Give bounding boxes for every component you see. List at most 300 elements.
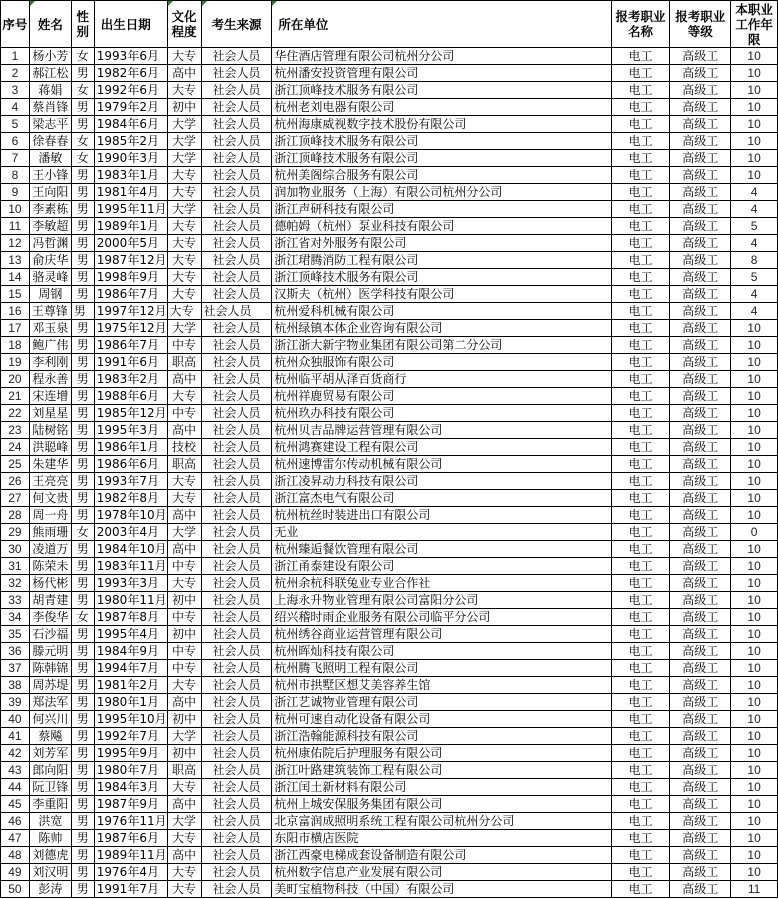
cell-years: 10 [731,796,778,813]
cell-unit: 浙江浙大新宇物业集团有限公司第二分公司 [272,337,611,354]
cell-level: 高级工 [670,728,731,745]
cell-birth: 1981年2月 [94,677,167,694]
cell-no: 22 [1,405,30,422]
cell-no: 9 [1,184,30,201]
cell-no: 49 [1,864,30,881]
cell-no: 6 [1,133,30,150]
cell-years: 10 [731,677,778,694]
cell-gender: 男 [71,235,94,252]
cell-unit: 浙江省对外服务有限公司 [272,235,611,252]
cell-edu: 大专 [167,269,201,286]
cell-edu: 技校 [167,439,201,456]
cell-edu: 高中 [167,422,201,439]
cell-gender: 男 [71,864,94,881]
header-birth: 出生日期 [94,1,167,48]
table-row [1,473,778,490]
cell-level: 高级工 [670,779,731,796]
cell-edu: 大学 [167,133,201,150]
cell-years: 10 [731,439,778,456]
cell-edu: 大学 [167,320,201,337]
cell-unit: 杭州速博雷尔传动机械有限公司 [272,456,611,473]
cell-name: 刘芳军 [29,745,71,762]
cell-level: 高级工 [670,813,731,830]
cell-years: 10 [731,48,778,65]
cell-birth: 1986年7月 [94,286,167,303]
cell-edu: 中专 [167,337,201,354]
cell-edu: 初中 [167,745,201,762]
cell-no: 50 [1,881,30,898]
cell-level: 高级工 [670,660,731,677]
cell-edu: 大专 [167,575,201,592]
cell-edu: 大专 [167,252,201,269]
cell-years: 10 [731,354,778,371]
cell-source: 社会人员 [201,541,272,558]
table-row [1,490,778,507]
cell-years: 10 [731,320,778,337]
cell-job: 电工 [611,762,670,779]
table-row [1,626,778,643]
cell-source: 社会人员 [201,116,272,133]
cell-edu: 高中 [167,847,201,864]
cell-no: 36 [1,643,30,660]
cell-edu: 初中 [167,626,201,643]
cell-unit: 上海永升物业管理有限公司富阳分公司 [272,592,611,609]
cell-birth: 1991年7月 [94,881,167,898]
cell-job: 电工 [611,626,670,643]
cell-gender: 男 [71,473,94,490]
cell-source: 社会人员 [201,524,272,541]
cell-unit: 杭州上城安保服务集团有限公司 [272,796,611,813]
cell-edu: 大专 [167,48,201,65]
cell-level: 高级工 [670,218,731,235]
cell-name: 宋连增 [29,388,71,405]
cell-gender: 男 [71,218,94,235]
table-row [1,303,778,320]
cell-level: 高级工 [670,592,731,609]
cell-no: 15 [1,286,30,303]
cell-unit: 东阳市横店医院 [272,830,611,847]
cell-job: 电工 [611,490,670,507]
cell-no: 3 [1,82,30,99]
cell-edu: 大专 [167,779,201,796]
cell-level: 高级工 [670,422,731,439]
cell-no: 48 [1,847,30,864]
cell-years: 10 [731,609,778,626]
table-row [1,728,778,745]
cell-source: 社会人员 [201,660,272,677]
table-row [1,422,778,439]
cell-years: 10 [731,779,778,796]
cell-unit: 杭州余杭科联兔业专业合作社 [272,575,611,592]
cell-edu: 中专 [167,609,201,626]
cell-name: 周苏堤 [29,677,71,694]
cell-name: 潘敏 [29,150,71,167]
cell-birth: 1984年6月 [94,116,167,133]
cell-job: 电工 [611,864,670,881]
cell-unit: 浙江顶峰技术服务有限公司 [272,82,611,99]
cell-edu: 大学 [167,728,201,745]
cell-level: 高级工 [670,48,731,65]
cell-years: 10 [731,830,778,847]
cell-name: 梁志平 [29,116,71,133]
cell-edu: 大学 [167,150,201,167]
cell-unit: 绍兴稽时雨企业服务有限公司临平分公司 [272,609,611,626]
cell-level: 高级工 [670,303,731,320]
cell-no: 32 [1,575,30,592]
table-row [1,133,778,150]
cell-years: 4 [731,286,778,303]
table-row [1,592,778,609]
cell-source: 社会人员 [201,82,272,99]
table-row [1,881,778,898]
table-row [1,677,778,694]
cell-edu: 大专 [167,388,201,405]
cell-name: 刘星星 [29,405,71,422]
cell-birth: 1979年2月 [94,99,167,116]
cell-unit: 杭州众独服饰有限公司 [272,354,611,371]
cell-gender: 女 [71,133,94,150]
cell-level: 高级工 [670,575,731,592]
cell-gender: 男 [71,99,94,116]
cell-source: 社会人员 [201,813,272,830]
cell-unit: 浙江顶峰技术服务有限公司 [272,150,611,167]
cell-gender: 男 [71,252,94,269]
cell-unit: 浙江甬泰建设有限公司 [272,558,611,575]
cell-name: 蔡肖锋 [29,99,71,116]
cell-source: 社会人员 [201,745,272,762]
cell-name: 李重阳 [29,796,71,813]
table-row [1,405,778,422]
cell-job: 电工 [611,201,670,218]
cell-no: 5 [1,116,30,133]
cell-name: 洪聪峰 [29,439,71,456]
cell-no: 20 [1,371,30,388]
header-years: 本职业工作年限 [731,1,778,48]
cell-job: 电工 [611,609,670,626]
cell-edu: 职高 [167,354,201,371]
cell-unit: 杭州康佑院后护理服务有限公司 [272,745,611,762]
cell-name: 徐春春 [29,133,71,150]
cell-job: 电工 [611,575,670,592]
cell-gender: 男 [71,167,94,184]
cell-edu: 职高 [167,762,201,779]
cell-no: 42 [1,745,30,762]
header-job: 报考职业名称 [611,1,670,48]
cell-birth: 1991年6月 [94,354,167,371]
cell-years: 4 [731,235,778,252]
cell-birth: 1993年3月 [94,575,167,592]
header-edu [167,1,201,48]
cell-no: 31 [1,558,30,575]
header-gender: 性别 [71,1,94,48]
cell-birth: 1998年9月 [94,269,167,286]
cell-level: 高级工 [670,65,731,82]
cell-edu: 大专 [167,864,201,881]
cell-unit: 杭州临平胡从泽百货商行 [272,371,611,388]
cell-gender: 男 [71,728,94,745]
cell-unit: 德帕姆（杭州）泵业科技有限公司 [272,218,611,235]
table-row [1,847,778,864]
cell-job: 电工 [611,150,670,167]
cell-job: 电工 [611,796,670,813]
cell-job: 电工 [611,252,670,269]
cell-edu: 高中 [167,371,201,388]
cell-source: 社会人员 [201,337,272,354]
cell-name: 凌道万 [29,541,71,558]
cell-job: 电工 [611,558,670,575]
cell-no: 44 [1,779,30,796]
cell-years: 10 [731,711,778,728]
cell-no: 39 [1,694,30,711]
cell-edu: 高中 [167,796,201,813]
cell-source: 社会人员 [201,167,272,184]
cell-level: 高级工 [670,456,731,473]
cell-level: 高级工 [670,626,731,643]
cell-job: 电工 [611,507,670,524]
cell-no: 13 [1,252,30,269]
cell-gender: 男 [71,558,94,575]
header-name-label: 姓名 [37,16,63,32]
cell-level: 高级工 [670,388,731,405]
cell-edu: 职高 [167,456,201,473]
table-row [1,167,778,184]
cell-birth: 1983年1月 [94,167,167,184]
cell-name: 郑法军 [29,694,71,711]
cell-edu: 大专 [167,235,201,252]
cell-birth: 1982年6月 [94,65,167,82]
cell-birth: 1980年7月 [94,762,167,779]
cell-gender: 男 [71,422,94,439]
cell-level: 高级工 [670,439,731,456]
cell-edu: 初中 [167,592,201,609]
table-row [1,864,778,881]
cell-name: 朱建华 [29,456,71,473]
cell-job: 电工 [611,65,670,82]
cell-job: 电工 [611,779,670,796]
cell-birth: 1986年7月 [94,337,167,354]
cell-level: 高级工 [670,286,731,303]
cell-source: 社会人员 [201,796,272,813]
cell-source: 社会人员 [201,728,272,745]
table-row [1,711,778,728]
table-row [1,830,778,847]
cell-no: 46 [1,813,30,830]
table-row [1,558,778,575]
cell-job: 电工 [611,677,670,694]
cell-edu: 中专 [167,643,201,660]
cell-no: 19 [1,354,30,371]
cell-job: 电工 [611,371,670,388]
table-body [1,48,778,898]
cell-unit: 杭州鸿赛建设工程有限公司 [272,439,611,456]
cell-no: 17 [1,320,30,337]
cell-unit: 浙江闰土新材料有限公司 [272,779,611,796]
cell-years: 10 [731,388,778,405]
cell-job: 电工 [611,728,670,745]
cell-job: 电工 [611,643,670,660]
cell-no: 37 [1,660,30,677]
cell-unit: 浙江富杰电气有限公司 [272,490,611,507]
cell-birth: 1989年1月 [94,218,167,235]
cell-name: 石沙福 [29,626,71,643]
cell-gender: 男 [71,847,94,864]
cell-name: 李利刚 [29,354,71,371]
cell-birth: 1988年6月 [94,388,167,405]
cell-source: 社会人员 [201,847,272,864]
cell-edu: 大学 [167,116,201,133]
cell-unit: 杭州爱科机械有限公司 [272,303,611,320]
cell-birth: 1984年3月 [94,779,167,796]
cell-no: 11 [1,218,30,235]
cell-edu: 大专 [167,82,201,99]
cell-no: 28 [1,507,30,524]
cell-source: 社会人员 [201,558,272,575]
cell-gender: 男 [71,337,94,354]
cell-edu: 大专 [167,286,201,303]
cell-gender: 女 [71,150,94,167]
cell-birth: 1997年12月 [94,303,167,320]
cell-gender: 女 [71,48,94,65]
cell-level: 高级工 [670,252,731,269]
cell-level: 高级工 [670,558,731,575]
cell-years: 10 [731,728,778,745]
cell-name: 蔡飚 [29,728,71,745]
cell-name: 骆灵峰 [29,269,71,286]
cell-job: 电工 [611,48,670,65]
cell-unit: 杭州数字信息产业发展有限公司 [272,864,611,881]
cell-source: 社会人员 [201,830,272,847]
cell-unit: 润加物业服务（上海）有限公司杭州分公司 [272,184,611,201]
cell-job: 电工 [611,337,670,354]
cell-level: 高级工 [670,337,731,354]
cell-gender: 男 [71,184,94,201]
cell-years: 10 [731,133,778,150]
cell-name: 邓玉泉 [29,320,71,337]
cell-name: 王向阳 [29,184,71,201]
cell-no: 25 [1,456,30,473]
cell-job: 电工 [611,524,670,541]
table-row [1,371,778,388]
cell-name: 周钢 [29,286,71,303]
cell-birth: 1976年11月 [94,813,167,830]
cell-gender: 男 [71,116,94,133]
cell-birth: 1990年3月 [94,150,167,167]
table-row [1,609,778,626]
cell-years: 10 [731,762,778,779]
cell-level: 高级工 [670,677,731,694]
table-row [1,796,778,813]
cell-unit: 杭州绣谷商业运营管理有限公司 [272,626,611,643]
cell-source: 社会人员 [201,201,272,218]
cell-birth: 1978年10月 [94,507,167,524]
cell-years: 10 [731,150,778,167]
cell-name: 何文贵 [29,490,71,507]
header-row [1,1,778,48]
cell-name: 周一舟 [29,507,71,524]
cell-source: 社会人员 [201,456,272,473]
cell-birth: 1985年2月 [94,133,167,150]
cell-no: 12 [1,235,30,252]
cell-job: 电工 [611,184,670,201]
cell-birth: 1983年2月 [94,371,167,388]
cell-job: 电工 [611,133,670,150]
cell-level: 高级工 [670,473,731,490]
cell-birth: 1989年11月 [94,847,167,864]
cell-edu: 初中 [167,711,201,728]
header-unit-label: 所在单位 [278,16,329,32]
cell-years: 10 [731,660,778,677]
cell-no: 38 [1,677,30,694]
cell-unit: 杭州市拱墅区想艾美容养生馆 [272,677,611,694]
table-row [1,694,778,711]
cell-gender: 男 [71,269,94,286]
cell-gender: 男 [71,371,94,388]
cell-gender: 女 [71,609,94,626]
cell-level: 高级工 [670,643,731,660]
table-row [1,524,778,541]
cell-gender: 男 [71,813,94,830]
cell-gender: 男 [71,881,94,898]
cell-job: 电工 [611,456,670,473]
cell-birth: 1994年7月 [94,660,167,677]
cell-years: 8 [731,252,778,269]
cell-gender: 男 [71,711,94,728]
cell-unit: 杭州晖灿科技有限公司 [272,643,611,660]
cell-name: 陈韩锦 [29,660,71,677]
cell-years: 10 [731,337,778,354]
cell-level: 高级工 [670,269,731,286]
cell-name: 程永善 [29,371,71,388]
cell-unit: 浙江叶路建筑装饰工程有限公司 [272,762,611,779]
cell-source: 社会人员 [201,422,272,439]
cell-job: 电工 [611,541,670,558]
cell-gender: 男 [71,65,94,82]
cell-birth: 1987年8月 [94,609,167,626]
cell-birth: 1987年6月 [94,830,167,847]
cell-level: 高级工 [670,711,731,728]
cell-source: 社会人员 [201,235,272,252]
cell-job: 电工 [611,354,670,371]
cell-years: 11 [731,881,778,898]
cell-edu: 大专 [167,473,201,490]
cell-job: 电工 [611,286,670,303]
table-row [1,184,778,201]
cell-source: 社会人员 [201,405,272,422]
cell-gender: 男 [71,660,94,677]
cell-years: 4 [731,201,778,218]
cell-gender: 男 [71,456,94,473]
cell-source: 社会人员 [201,269,272,286]
cell-source: 社会人员 [201,592,272,609]
cell-no: 27 [1,490,30,507]
cell-edu: 初中 [167,99,201,116]
cell-source: 社会人员 [201,490,272,507]
cell-job: 电工 [611,660,670,677]
cell-no: 4 [1,99,30,116]
cell-years: 10 [731,99,778,116]
cell-job: 电工 [611,813,670,830]
cell-level: 高级工 [670,864,731,881]
cell-source: 社会人员 [201,286,272,303]
cell-source: 社会人员 [201,677,272,694]
cell-years: 5 [731,218,778,235]
table-row [1,337,778,354]
cell-level: 高级工 [670,796,731,813]
cell-unit: 无业 [272,524,611,541]
cell-years: 10 [731,507,778,524]
cell-unit: 北京富润成照明系统工程有限公司杭州分公司 [272,813,611,830]
cell-years: 10 [731,694,778,711]
